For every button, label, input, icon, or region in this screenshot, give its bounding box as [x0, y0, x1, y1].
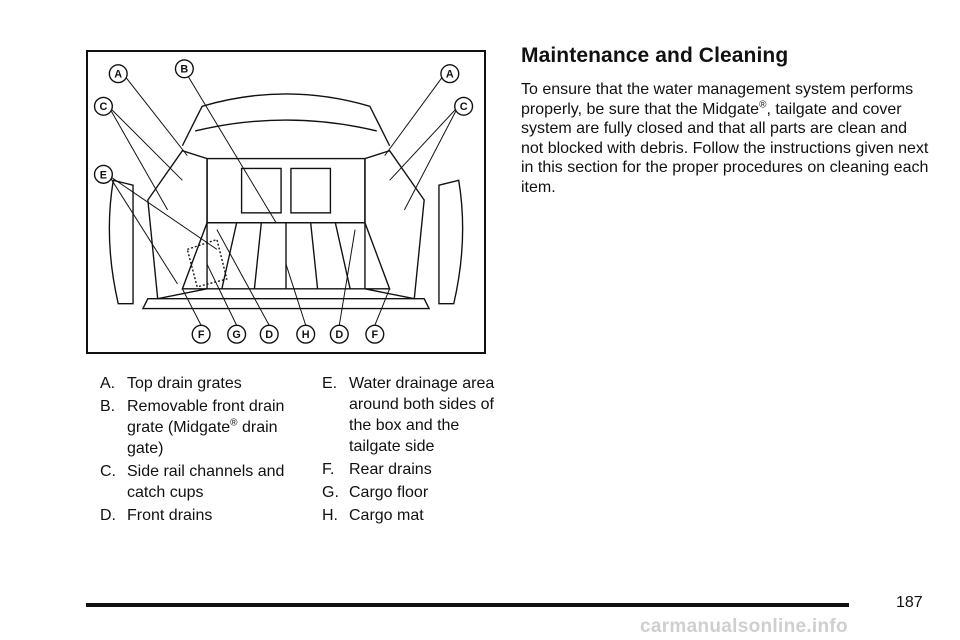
body-text-part-2: , tailgate and cover system are fully closed and that all parts are clean and not blocked with debris. Follow the instructions given next in this section for the proper procedures on cleaning each item. [521, 100, 929, 196]
callout-letter: A [445, 68, 454, 81]
cab-roof-line [195, 120, 377, 131]
section-heading: Maintenance and Cleaning [521, 44, 789, 67]
registered-mark: ® [759, 99, 767, 111]
body-text-part-1: To ensure that the water management system performs properly, be sure that the Midgate [521, 81, 914, 118]
legend-text: Removable front drain grate (Midgate [127, 398, 285, 436]
callout-letter: B [180, 63, 189, 76]
legend-key: D. [100, 507, 116, 524]
truck-bed-illustration [88, 52, 484, 352]
watermark: carmanualsonline.info [640, 616, 848, 637]
callout-letter: C [99, 101, 108, 114]
legend-text: Cargo mat [349, 507, 424, 524]
callout-c-left [95, 97, 113, 115]
callout-f-right [366, 325, 384, 343]
truck-bed-diagram [86, 50, 486, 354]
legend-item-f [322, 459, 512, 480]
callout-a-left [109, 65, 127, 83]
floor-rib [222, 223, 237, 289]
front-bulkhead [207, 159, 365, 223]
legend-text-wrap [127, 396, 310, 459]
bed-right-wall [365, 151, 424, 299]
callout-d-right [330, 325, 348, 343]
legend-text: Top drain grates [127, 375, 242, 392]
callout-a-right [441, 65, 459, 83]
callout-letter: C [459, 101, 468, 114]
footer-rule [86, 603, 849, 607]
callout-letter: D [265, 329, 274, 342]
callout-letter: E [99, 169, 108, 182]
legend-key: F. [322, 461, 335, 478]
legend-text: Water drainage area around both sides of the box and the tailgate side [349, 375, 495, 455]
callout-d-left [260, 325, 278, 343]
registered-mark: ® [230, 417, 238, 429]
callout-g [228, 325, 246, 343]
callout-f-left [192, 325, 210, 343]
legend-item-a [100, 373, 310, 394]
section-body [521, 80, 933, 198]
page-number: 187 [896, 594, 923, 611]
right-taillight [439, 180, 463, 303]
legend-key: B. [100, 398, 116, 415]
floor-rib [254, 223, 261, 289]
legend-key: A. [100, 375, 116, 392]
legend-item-g [322, 482, 512, 503]
bed-left-wall [148, 151, 207, 299]
legend-text-after: drain gate) [127, 419, 278, 457]
floor-rib [335, 223, 350, 289]
callout-letter: A [114, 68, 123, 81]
callout-e [95, 165, 113, 183]
legend-item-e [322, 373, 512, 457]
callout-h [297, 325, 315, 343]
leader-lines [111, 77, 455, 326]
callout-b [175, 60, 193, 78]
legend-item-h [322, 505, 512, 526]
callout-letter: D [335, 329, 344, 342]
left-taillight [109, 180, 133, 303]
legend-key: C. [100, 463, 116, 480]
legend-text: Cargo floor [349, 484, 429, 501]
callout-letter: F [197, 329, 205, 342]
legend-key: E. [322, 375, 338, 392]
legend-text: Front drains [127, 507, 213, 524]
legend-key: H. [322, 507, 338, 524]
tailgate-edge [143, 299, 429, 309]
callout-letter: H [301, 329, 310, 342]
legend-left-column [100, 373, 310, 528]
legend-right-column [322, 373, 512, 528]
legend-key: G. [322, 484, 339, 501]
legend-item-b [100, 396, 310, 459]
callout-letter: G [232, 329, 241, 342]
legend-text: Side rail channels and catch cups [127, 463, 285, 501]
midgate-window-right [291, 168, 330, 212]
legend-item-c [100, 461, 310, 503]
callout-c-right [455, 97, 473, 115]
legend-item-d [100, 505, 310, 526]
floor-rib [311, 223, 318, 289]
legend-text: Rear drains [349, 461, 432, 478]
callout-letter: F [371, 329, 379, 342]
